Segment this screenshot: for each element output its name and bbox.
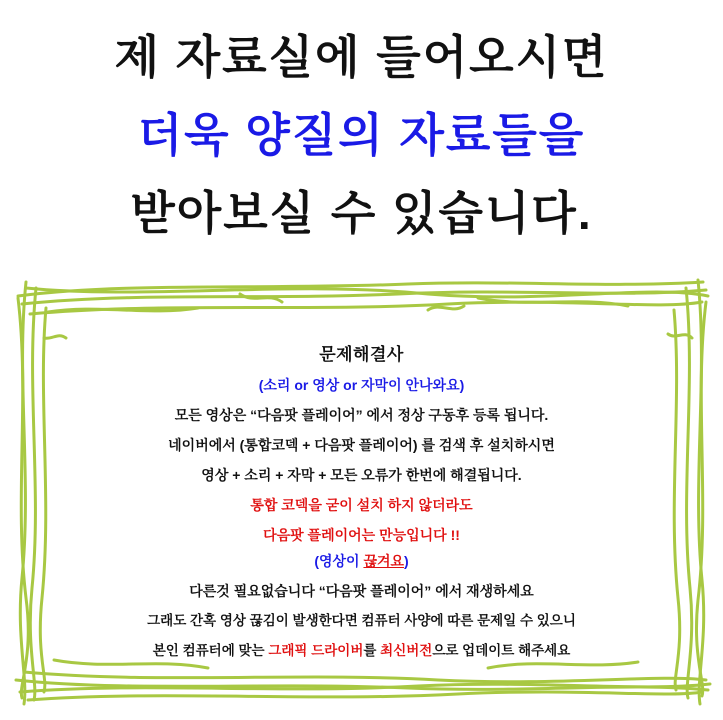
last-line-latest-version: 최신버전 bbox=[380, 643, 433, 658]
notice-section-2 bbox=[8, 546, 715, 666]
headline-block bbox=[0, 18, 723, 252]
notice-section-1 bbox=[8, 370, 715, 550]
section2-line-1: 다른것 필요없습니다 “다음팟 플레이어” 에서 재생하세요 bbox=[189, 583, 534, 599]
section2-line-2: 그래도 간혹 영상 끊김이 발생한다면 컴퓨터 사양에 따른 문제일 수 있으니 bbox=[147, 613, 576, 628]
notice-title: 문제해결사 bbox=[319, 345, 404, 364]
section2-heading-prefix: (영상이 bbox=[314, 553, 364, 569]
sketch-frame bbox=[8, 268, 715, 712]
section1-line-1: 모든 영상은 “다음팟 플레이어” 에서 정상 구동후 등록 됩니다. bbox=[174, 407, 549, 423]
section1-line-2: 네이버에서 (통합코덱 + 다음팟 플레이어) 를 검색 후 설치하시면 bbox=[168, 437, 555, 453]
section1-emphasis-1: 통합 코덱을 굳이 설치 하지 않더라도 bbox=[250, 497, 473, 513]
section1-heading: (소리 or 영상 or 자막이 안나와요) bbox=[258, 377, 465, 393]
headline-line-3: 받아보실 수 있습니다. bbox=[130, 187, 593, 239]
section2-heading-suffix: ) bbox=[404, 553, 409, 569]
last-line-part-3: 를 bbox=[363, 643, 381, 658]
last-line-graphics-driver: 그래픽 드라이버 bbox=[268, 643, 364, 658]
section1-line-3: 영상 + 소리 + 자막 + 모든 오류가 한번에 해결됩니다. bbox=[201, 467, 522, 483]
section1-emphasis-2: 다음팟 플레이어는 만능입니다 !! bbox=[263, 527, 460, 543]
notice-content bbox=[8, 268, 715, 712]
section2-heading bbox=[8, 546, 715, 576]
headline-line-1: 제 자료실에 들어오시면 bbox=[114, 31, 609, 83]
last-line-part-5: 으로 업데이트 해주세요 bbox=[432, 643, 571, 658]
section2-last-line bbox=[8, 636, 715, 666]
last-line-part-1: 본인 컴퓨터에 맞는 bbox=[152, 643, 269, 658]
headline-line-2: 더욱 양질의 자료들을 bbox=[137, 109, 586, 161]
section2-heading-emphasis: 끊겨요 bbox=[363, 553, 405, 569]
